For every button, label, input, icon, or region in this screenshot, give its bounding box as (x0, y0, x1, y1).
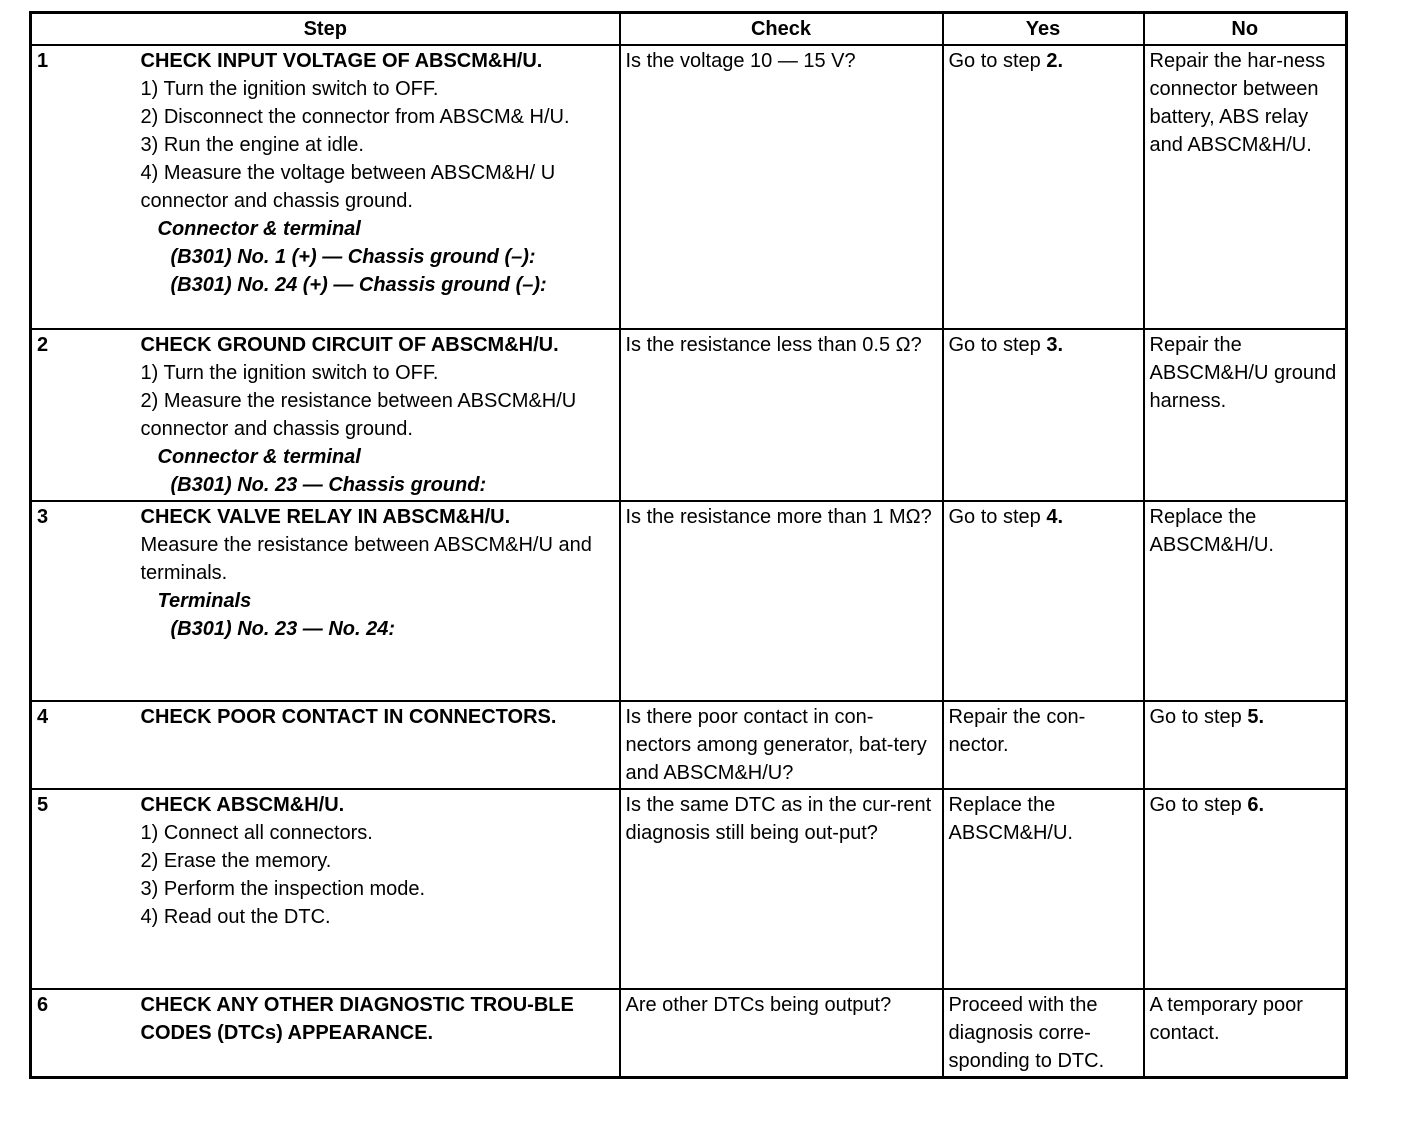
step-number: 4 (31, 701, 138, 789)
no-cell: Repair the ABSCM&H/U ground harness. (1144, 329, 1347, 501)
connector-terminal: (B301) No. 23 — Chassis ground: (170, 474, 487, 496)
connector-heading: Connector & terminal (157, 446, 361, 468)
header-no: No (1144, 13, 1347, 46)
step-line: Measure the resistance between ABSCM&H/U and terminals. (140, 534, 592, 584)
step-cell (138, 789, 620, 989)
step-line: 4) Measure the voltage between ABSCM&H/ U connector and chassis ground. (140, 162, 556, 212)
no-cell (1144, 701, 1347, 789)
step-cell (138, 501, 620, 701)
yes-step-ref: 3. (1046, 334, 1064, 356)
step-title: CHECK ANY OTHER DIAGNOSTIC TROU-BLE CODES (DTCs) APPEARANCE. (140, 994, 574, 1044)
no-cell: Replace the ABSCM&H/U. (1144, 501, 1347, 701)
step-line: 1) Connect all connectors. (140, 822, 373, 844)
step-line: 1) Turn the ignition switch to OFF. (140, 78, 439, 100)
diagnostic-table (29, 11, 1348, 1079)
check-cell: Are other DTCs being output? (620, 989, 943, 1077)
step-line: 2) Erase the memory. (140, 850, 332, 872)
step-title: CHECK INPUT VOLTAGE OF ABSCM&H/U. (140, 50, 543, 72)
no-text: Go to step (1149, 706, 1248, 728)
yes-step-ref: 4. (1046, 506, 1064, 528)
no-cell: Repair the har-ness connector between battery, ABS relay and ABSCM&H/U. (1144, 45, 1347, 329)
table-row (31, 501, 1347, 701)
step-number: 3 (31, 501, 138, 701)
yes-cell: Proceed with the diagnosis corre-sponding to DTC. (943, 989, 1144, 1077)
check-cell: Is there poor contact in con-nectors among generator, bat-tery and ABSCM&H/U? (620, 701, 943, 789)
step-line: 4) Read out the DTC. (140, 906, 331, 928)
step-number: 1 (31, 45, 138, 329)
connector-heading: Connector & terminal (157, 218, 361, 240)
yes-cell: Repair the con-nector. (943, 701, 1144, 789)
connector-terminal: (B301) No. 24 (+) — Chassis ground (–): (170, 274, 547, 296)
check-cell: Is the same DTC as in the cur-rent diagnosis still being out-put? (620, 789, 943, 989)
step-cell (138, 329, 620, 501)
table-row (31, 701, 1347, 789)
yes-text: Go to step (948, 50, 1047, 72)
table-row (31, 45, 1347, 329)
table-row (31, 329, 1347, 501)
step-line: 2) Measure the resistance between ABSCM&H/U connector and chassis ground. (140, 390, 577, 440)
yes-cell (943, 45, 1144, 329)
yes-text: Go to step (948, 334, 1047, 356)
header-yes: Yes (943, 13, 1144, 46)
step-number: 6 (31, 989, 138, 1077)
yes-cell (943, 329, 1144, 501)
step-line: 3) Perform the inspection mode. (140, 878, 426, 900)
connector-terminal: (B301) No. 23 — No. 24: (170, 618, 396, 640)
check-cell: Is the resistance more than 1 MΩ? (620, 501, 943, 701)
connector-terminal: (B301) No. 1 (+) — Chassis ground (–): (170, 246, 536, 268)
terminals-heading: Terminals (157, 590, 252, 612)
no-step-ref: 6. (1247, 794, 1265, 816)
no-step-ref: 5. (1247, 706, 1265, 728)
check-cell: Is the resistance less than 0.5 Ω? (620, 329, 943, 501)
step-number: 2 (31, 329, 138, 501)
yes-step-ref: 2. (1046, 50, 1064, 72)
step-title: CHECK POOR CONTACT IN CONNECTORS. (140, 706, 557, 728)
step-cell (138, 45, 620, 329)
yes-cell: Replace the ABSCM&H/U. (943, 789, 1144, 989)
no-cell: A temporary poor contact. (1144, 989, 1347, 1077)
step-line: 2) Disconnect the connector from ABSCM& H/U. (140, 106, 570, 128)
yes-cell (943, 501, 1144, 701)
yes-text: Go to step (948, 506, 1047, 528)
step-line: 3) Run the engine at idle. (140, 134, 364, 156)
step-number: 5 (31, 789, 138, 989)
step-cell (138, 701, 620, 789)
no-cell (1144, 789, 1347, 989)
no-text: Go to step (1149, 794, 1248, 816)
step-title: CHECK GROUND CIRCUIT OF ABSCM&H/U. (140, 334, 559, 356)
step-line: 1) Turn the ignition switch to OFF. (140, 362, 439, 384)
header-check: Check (620, 13, 943, 46)
step-cell (138, 989, 620, 1077)
table-row (31, 789, 1347, 989)
step-title: CHECK ABSCM&H/U. (140, 794, 345, 816)
table-row (31, 989, 1347, 1077)
check-cell: Is the voltage 10 — 15 V? (620, 45, 943, 329)
header-step: Step (31, 13, 620, 46)
step-title: CHECK VALVE RELAY IN ABSCM&H/U. (140, 506, 511, 528)
header-row (31, 13, 1347, 46)
